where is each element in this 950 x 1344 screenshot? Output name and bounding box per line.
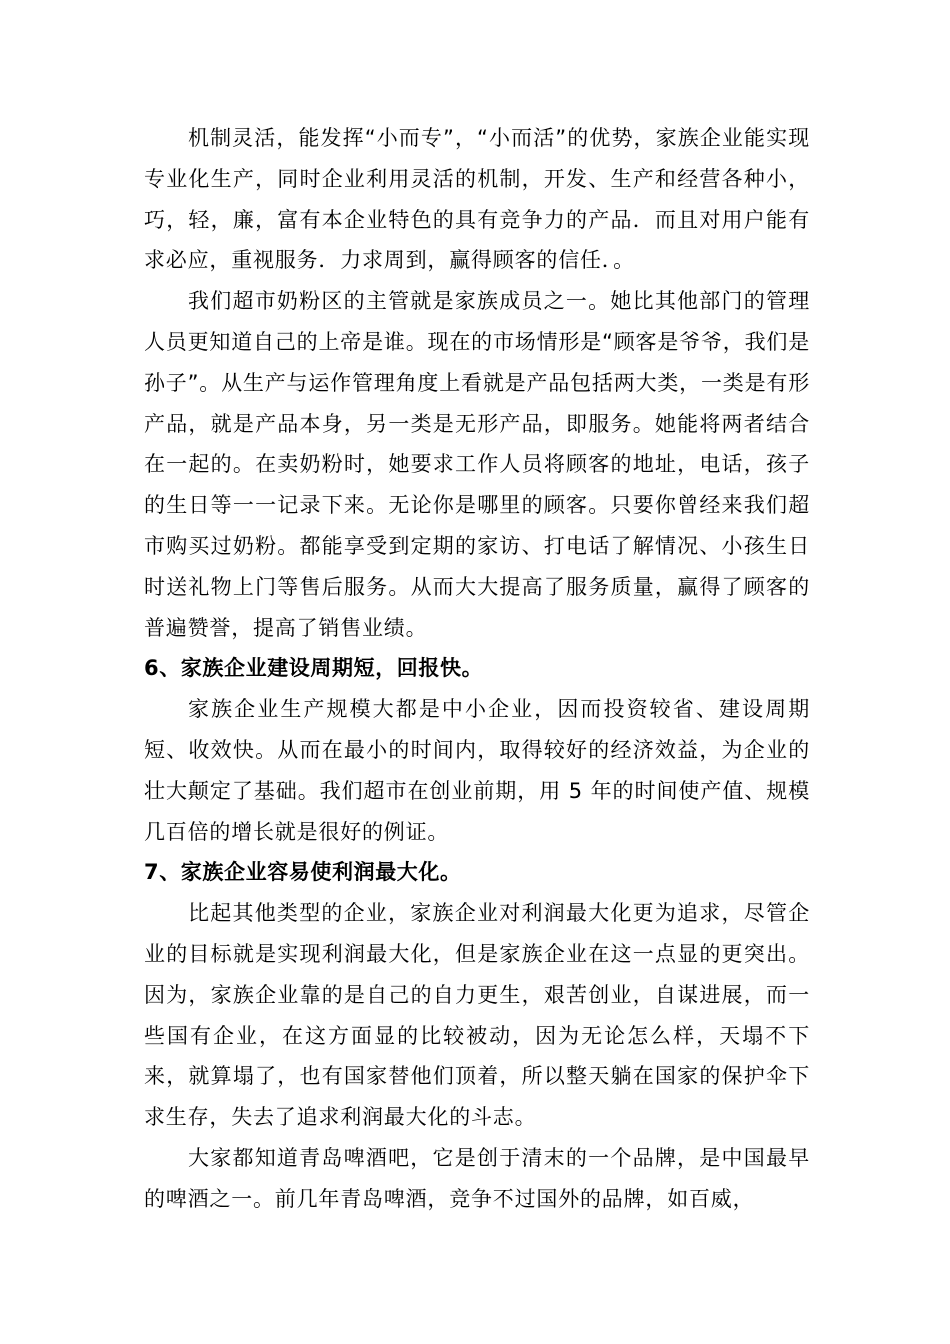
paragraph-flexible-mechanism: 机制灵活，能发挥“小而专”，“小而活”的优势，家族企业能实现专业化生产，同时企业利用灵活的机制，开发、生产和经营各种小，巧，轻，廉，富有本企业特色的具有竞争力的产品．而且对用户能有求必应，重视服务．力求周到，赢得顾客的信任．。 [144, 126, 810, 273]
paragraph-profit-maximization: 比起其他类型的企业，家族企业对利润最大化更为追求，尽管企业的目标就是实现利润最大化，但是家族企业在这一点显的更突出。因为，家族企业靠的是自己的自力更生，艰苦创业，自谋进展，而一些国有企业，在这方面显的比较被动，因为无论怎么样，天塌不下来，就算塌了，也有国家替他们顶着，所以整天躺在国家的保护伞下求生存，失去了追求利润最大化的斗志。 [144, 901, 810, 1130]
paragraph-milk-powder-supervisor: 我们超市奶粉区的主管就是家族成员之一。她比其他部门的管理人员更知道自己的上帝是谁。现在的市场情形是“顾客是爷爷，我们是孙子”。从生产与运作管理角度上看就是产品包括两大类，一类是有形产品，就是产品本身，另一类是无形产品，即服务。她能将两者结合在一起的。在卖奶粉时，她要求工作人员将顾客的地址，电话，孩子的生日等一一记录下来。无论你是哪里的顾客。只要你曾经来我们超市购买过奶粉。都能享受到定期的家访、打电话了解情况、小孩生日时送礼物上门等售后服务。从而大大提高了服务质量，赢得了顾客的普遍赞誉，提高了销售业绩。 [144, 289, 810, 640]
section-heading-6: 6、家族企业建设周期短，回报快。 [144, 656, 484, 681]
document-body [144, 118, 810, 1220]
paragraph-short-construction-cycle: 家族企业生产规模大都是中小企业，因而投资较省、建设周期短、收效快。从而在最小的时间内，取得较好的经济效益，为企业的壮大颠定了基础。我们超市在创业前期，用 5 年的时间使产值、规模几百倍的增长就是很好的例证。 [144, 697, 810, 844]
section-heading-7: 7、家族企业容易使利润最大化。 [144, 860, 462, 885]
paragraph-tsingtao-beer: 大家都知道青岛啤酒吧，它是创于清末的一个品牌，是中国最早的啤酒之一。前几年青岛啤酒，竞争不过国外的品牌，如百威， [144, 1145, 810, 1211]
